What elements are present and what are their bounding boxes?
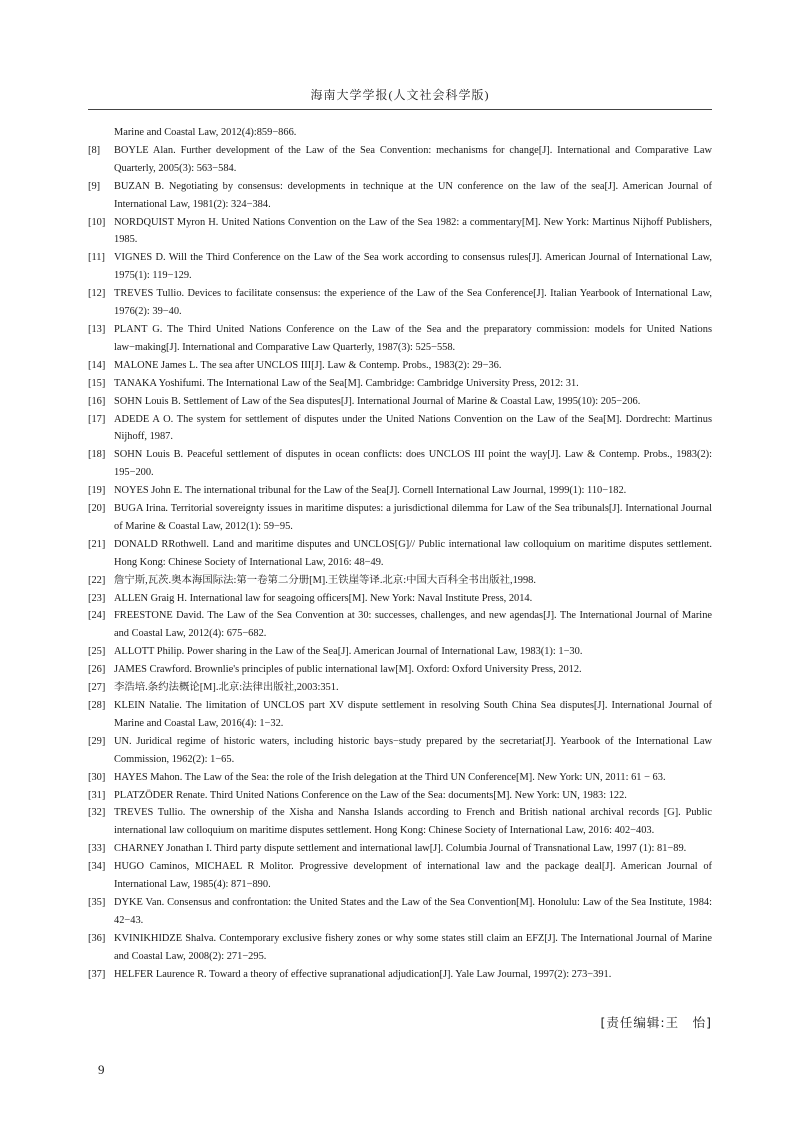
reference-number: [15] <box>88 377 106 389</box>
reference-number: [8] <box>88 144 101 156</box>
reference-number: [26] <box>88 664 106 676</box>
reference-text: BUGA Irina. Territorial sovereignty issues in maritime disputes: a jurisdictional dilemma for Law of the Sea tribunals[J]. International Journal of Marine & Coastal Law, 2012(1): 59−95. <box>114 503 712 532</box>
reference-number: [34] <box>88 861 106 873</box>
reference-text: NORDQUIST Myron H. United Nations Convention on the Law of the Sea 1982: a commentary[M]. New York: Martinus Nijhoff Publishers, 1985. <box>114 216 712 246</box>
reference-item <box>88 607 712 643</box>
reference-text: KLEIN Natalie. The limitation of UNCLOS part XV dispute settlement in resolving South China Sea disputes[J]. International Journal of Marine and Coastal Law, 2016(4): 1−32. <box>114 700 712 729</box>
reference-number: [24] <box>88 610 106 622</box>
reference-item <box>88 536 712 572</box>
reference-number: [25] <box>88 646 106 658</box>
reference-text: CHARNEY Jonathan I. Third party dispute settlement and international law[J]. Columbia Journal of Transnational Law, 1997 (1): 81−89. <box>114 843 687 855</box>
reference-item <box>88 894 712 930</box>
reference-text: SOHN Louis B. Peaceful settlement of disputes in ocean conflicts: does UNCLOS III point the way[J]. Law & Contemp. Probs., 1983(2): 195−200. <box>114 449 712 479</box>
reference-item <box>88 733 712 769</box>
reference-item <box>88 590 712 608</box>
reference-number: [18] <box>88 449 106 461</box>
reference-item <box>88 858 712 894</box>
reference-text: JAMES Crawford. Brownlie's principles of public international law[M]. Oxford: Oxford University Press, 2012. <box>114 664 582 676</box>
reference-text: HELFER Laurence R. Toward a theory of effective supranational adjudication[J]. Yale Law Journal, 1997(2): 273−391. <box>114 968 612 980</box>
reference-number: [32] <box>88 807 106 819</box>
reference-number: [28] <box>88 700 106 711</box>
reference-number: [35] <box>88 896 106 908</box>
reference-number: [36] <box>88 932 106 944</box>
reference-item <box>88 966 712 984</box>
reference-text: ALLOTT Philip. Power sharing in the Law of the Sea[J]. American Journal of International Law, 1983(1): 1−30. <box>114 646 583 658</box>
reference-item <box>88 643 712 661</box>
reference-item <box>88 572 712 590</box>
reference-item <box>88 679 712 697</box>
reference-text: 李浩培.条约法概论[M].北京:法律出版社,2003:351. <box>114 682 339 694</box>
reference-item <box>88 375 712 393</box>
reference-text: TANAKA Yoshifumi. The International Law of the Sea[M]. Cambridge: Cambridge University Press, 2012: 31. <box>114 377 579 389</box>
reference-item <box>88 285 712 321</box>
reference-number: [10] <box>88 216 106 228</box>
reference-text: SOHN Louis B. Settlement of Law of the Sea disputes[J]. International Journal of Marine & Coastal Law, 1995(10): 205−206. <box>114 395 641 407</box>
reference-text: BOYLE Alan. Further development of the Law of the Sea Convention: mechanisms for change[J]. International and Comparative Law Quarterly, 2005(3): 563−584. <box>114 144 712 174</box>
reference-number: [14] <box>88 359 106 371</box>
reference-number: [17] <box>88 413 106 425</box>
reference-item <box>88 482 712 500</box>
reference-number: [20] <box>88 503 106 515</box>
reference-item <box>88 840 712 858</box>
reference-text: HUGO Caminos, MICHAEL R Molitor. Progressive development of international law and the package deal[J]. American Journal of International Law, 1985(4): 871−890. <box>114 861 712 891</box>
reference-item <box>88 214 712 250</box>
reference-text: VIGNES D. Will the Third Conference on the Law of the Sea work according to consensus rules[J]. American Journal of International Law, 1975(1): 119−129. <box>114 252 712 282</box>
reference-number: [33] <box>88 843 106 855</box>
reference-text: DYKE Van. Consensus and confrontation: the United States and the Law of the Sea Convention[M]. Honolulu: Law of the Sea Institute, 1984: 42−43. <box>114 896 712 926</box>
reference-text: ALLEN Graig H. International law for seagoing officers[M]. New York: Naval Institute Press, 2014. <box>114 592 533 604</box>
reference-text: PLATZÖDER Renate. Third United Nations Conference on the Law of the Sea: documents[M]. New York: UN, 1983: 122. <box>114 789 627 801</box>
reference-text: KVINIKHIDZE Shalva. Contemporary exclusive fishery zones or why some states still claim an EFZ[J]. The International Journal of Marine and Coastal Law, 2008(2): 271−295. <box>114 932 712 962</box>
reference-item <box>88 787 712 805</box>
reference-item <box>88 804 712 840</box>
reference-number: [37] <box>88 968 106 980</box>
journal-header <box>88 86 712 110</box>
reference-number: [29] <box>88 735 106 747</box>
reference-text: TREVES Tullio. Devices to facilitate consensus: the experience of the Law of the Sea Conference[J]. Italian Yearbook of International Law, 1976(2): 39−40. <box>114 288 712 318</box>
reference-number: [22] <box>88 574 106 586</box>
reference-text: NOYES John E. The international tribunal for the Law of the Sea[J]. Cornell International Law Journal, 1999(1): 110−182. <box>114 485 627 497</box>
reference-text: HAYES Mahon. The Law of the Sea: the role of the Irish delegation at the Third UN Conference[M]. New York: UN, 2011: 61 − 63. <box>114 771 666 783</box>
reference-item <box>88 178 712 214</box>
reference-item <box>88 661 712 679</box>
reference-number: [13] <box>88 323 106 335</box>
reference-continuation: Marine and Coastal Law, 2012(4):859−866. <box>114 127 297 138</box>
reference-number: [11] <box>88 252 105 264</box>
reference-item <box>88 249 712 285</box>
reference-number: [19] <box>88 485 106 497</box>
reference-text: MALONE James L. The sea after UNCLOS III[J]. Law & Contemp. Probs., 1983(2): 29−36. <box>114 359 502 371</box>
reference-text: BUZAN B. Negotiating by consensus: developments in technique at the UN conference on the law of the sea[J]. American Journal of International Law, 1981(2): 324−384. <box>114 180 712 210</box>
reference-item <box>88 321 712 357</box>
reference-number: [30] <box>88 771 106 783</box>
page-number: 9 <box>98 1062 105 1077</box>
reference-text: DONALD RRothwell. Land and maritime disputes and UNCLOS[G]// Public international law colloquium on maritime disputes settlement. Hong Kong: Chinese Society of International Law, 2016: 48−49. <box>114 538 712 568</box>
reference-item <box>88 142 712 178</box>
reference-items <box>88 142 712 984</box>
reference-item <box>88 357 712 375</box>
responsible-editor: [责任编辑:王 怡] <box>600 1015 712 1030</box>
reference-text: PLANT G. The Third United Nations Conference on the Law of the Sea and the preparatory commission: models for United Nations law−making[J]. International and Comparative Law Quarterly, 1987(3): 525−558. <box>114 323 712 353</box>
reference-item <box>88 769 712 787</box>
reference-number: [21] <box>88 538 106 550</box>
reference-number: [12] <box>88 288 106 300</box>
journal-title: 海南大学学报(人文社会科学版) <box>310 88 490 102</box>
reference-text: 詹宁斯,瓦茨.奥本海国际法:第一卷第二分册[M].王铁崖等译.北京:中国大百科全书出版社,1998. <box>114 574 536 586</box>
reference-number: [31] <box>88 789 106 801</box>
reference-item <box>88 930 712 966</box>
reference-number: [16] <box>88 395 106 407</box>
reference-text: FREESTONE David. The Law of the Sea Convention at 30: successes, challenges, and new agendas[J]. The International Journal of Marine and Coastal Law, 2012(4): 675−682. <box>114 610 712 640</box>
reference-text: UN. Juridical regime of historic waters, including historic bays−study prepared by the secretariat[J]. Yearbook of the International Law Commission, 1962(2): 1−65. <box>114 735 712 765</box>
reference-text: TREVES Tullio. The ownership of the Xisha and Nansha Islands according to French and British national archival records [G]. Public international law colloquium on maritime disputes settlement. Hong Kong: Chinese Society of International Law, 2016: 402−403. <box>114 807 712 837</box>
reference-list <box>88 124 712 984</box>
reference-item <box>88 697 712 733</box>
reference-item <box>88 446 712 482</box>
reference-number: [27] <box>88 682 106 694</box>
reference-number: [9] <box>88 180 101 192</box>
reference-item <box>88 500 712 536</box>
reference-text: ADEDE A O. The system for settlement of disputes under the United Nations Convention on the Law of the Sea[M]. Dordrecht: Martinus Nijhoff, 1987. <box>114 413 712 443</box>
reference-item <box>88 411 712 447</box>
reference-item <box>88 393 712 411</box>
reference-number: [23] <box>88 592 106 604</box>
